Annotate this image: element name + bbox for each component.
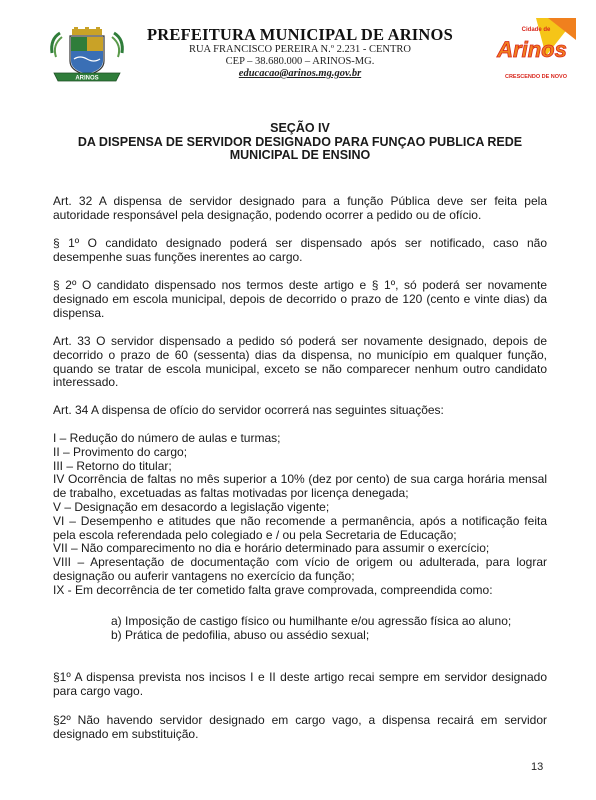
page-number: 13 [531, 761, 544, 773]
section-title-line-1: SEÇÃO IV [270, 121, 330, 135]
header-email: educacao@arinos.mg.gov.br [238, 68, 362, 79]
brand-logo-top-text: Cidade de [521, 27, 551, 33]
article-33: Art. 33 O servidor dispensado a pedido só poderá ser novamente designado, depois de decorrido o prazo de 60 (sessenta) dias da dispensa, no município em qualquer função, quando se tratar de escola municipal, exceto se não comparecer nenhum outro candidato interessado. [53, 334, 547, 390]
inciso-item: V – Designação em desacordo a legislação vigente; [53, 499, 330, 514]
letterhead [0, 0, 596, 100]
inciso-item: VIII – Apresentação de documentação com vício de origem ou adulterada, para lograr designação ou auferir vantagens no exercício da função; [53, 555, 547, 583]
municipal-crest-icon [46, 27, 128, 85]
header-cep: CEP – 38.680.000 – ARINOS-MG. [225, 56, 375, 67]
inciso-item: VII – Não comparecimento no dia e horário determinado para assumir o exercício; [53, 541, 490, 556]
section-heading [60, 122, 540, 163]
incisos-list [53, 432, 547, 598]
section-title-line-3: MUNICIPAL DE ENSINO [229, 148, 371, 163]
section-paragraph-2: §2º Não havendo servidor designado em cargo vago, a dispensa recairá em servidor designado em substituição. [53, 713, 547, 741]
article-32: Art. 32 A dispensa de servidor designado para a função Pública deve ser feita pela autoridade responsável pela designação, podendo ocorrer a pedido ou de ofício. [53, 194, 547, 222]
inciso-item: IV Ocorrência de faltas no mês superior a 10% (dez por cento) de sua carga horária mensal de trabalho, excetuadas as faltas motivadas por licença denegada; [53, 472, 547, 501]
section-title-line-2: DA DISPENSA DE SERVIDOR DESIGNADO PARA FUNÇAO PUBLICA REDE [77, 134, 523, 149]
brand-logo-name-text: Arinos [497, 37, 567, 62]
alineas-list [111, 615, 551, 643]
header-address: RUA FRANCISCO PEREIRA N.º 2.231 - CENTRO [188, 44, 412, 55]
alinea-item: a) Imposição de castigo físico ou humilhante e/ou agressão física ao aluno; [111, 614, 512, 628]
header-title: PREFEITURA MUNICIPAL DE ARINOS [147, 25, 453, 44]
inciso-item: III – Retorno do titular; [53, 458, 172, 473]
paragraph-2: § 2º O candidato dispensado nos termos deste artigo e § 1º, só poderá ser novamente designado em escola municipal, depois de decorrido o prazo de 120 (cento e vinte dias) da dispensa. [53, 278, 547, 320]
alinea-item: b) Prática de pedofilia, abuso ou assédio sexual; [111, 627, 370, 642]
inciso-item: IX - Em decorrência de ter cometido falta grave comprovada, compreendida como: [53, 582, 493, 597]
paragraph-1: § 1º O candidato designado poderá ser dispensado após ser notificado, caso não desempenhe suas funções inerentes ao cargo. [53, 236, 547, 264]
inciso-item: I – Redução do número de aulas e turmas; [53, 431, 281, 445]
city-brand-logo-icon [486, 14, 582, 86]
article-34: Art. 34 A dispensa de ofício do servidor ocorrerá nas seguintes situações: [53, 403, 444, 417]
crest-ribbon-text: ARINOS [75, 75, 99, 82]
inciso-item: VI – Desempenho e atitudes que não recomende a permanência, após a notificação feita pela escola referendada pelo colegiado e / ou pela Secretaria de Educação; [53, 513, 547, 542]
brand-logo-slogan-text: CRESCENDO DE NOVO [504, 74, 568, 80]
section-paragraph-1: §1º A dispensa prevista nos incisos I e II deste artigo recai sempre em servidor designado para cargo vago. [53, 670, 547, 698]
inciso-item: II – Provimento do cargo; [53, 444, 188, 459]
